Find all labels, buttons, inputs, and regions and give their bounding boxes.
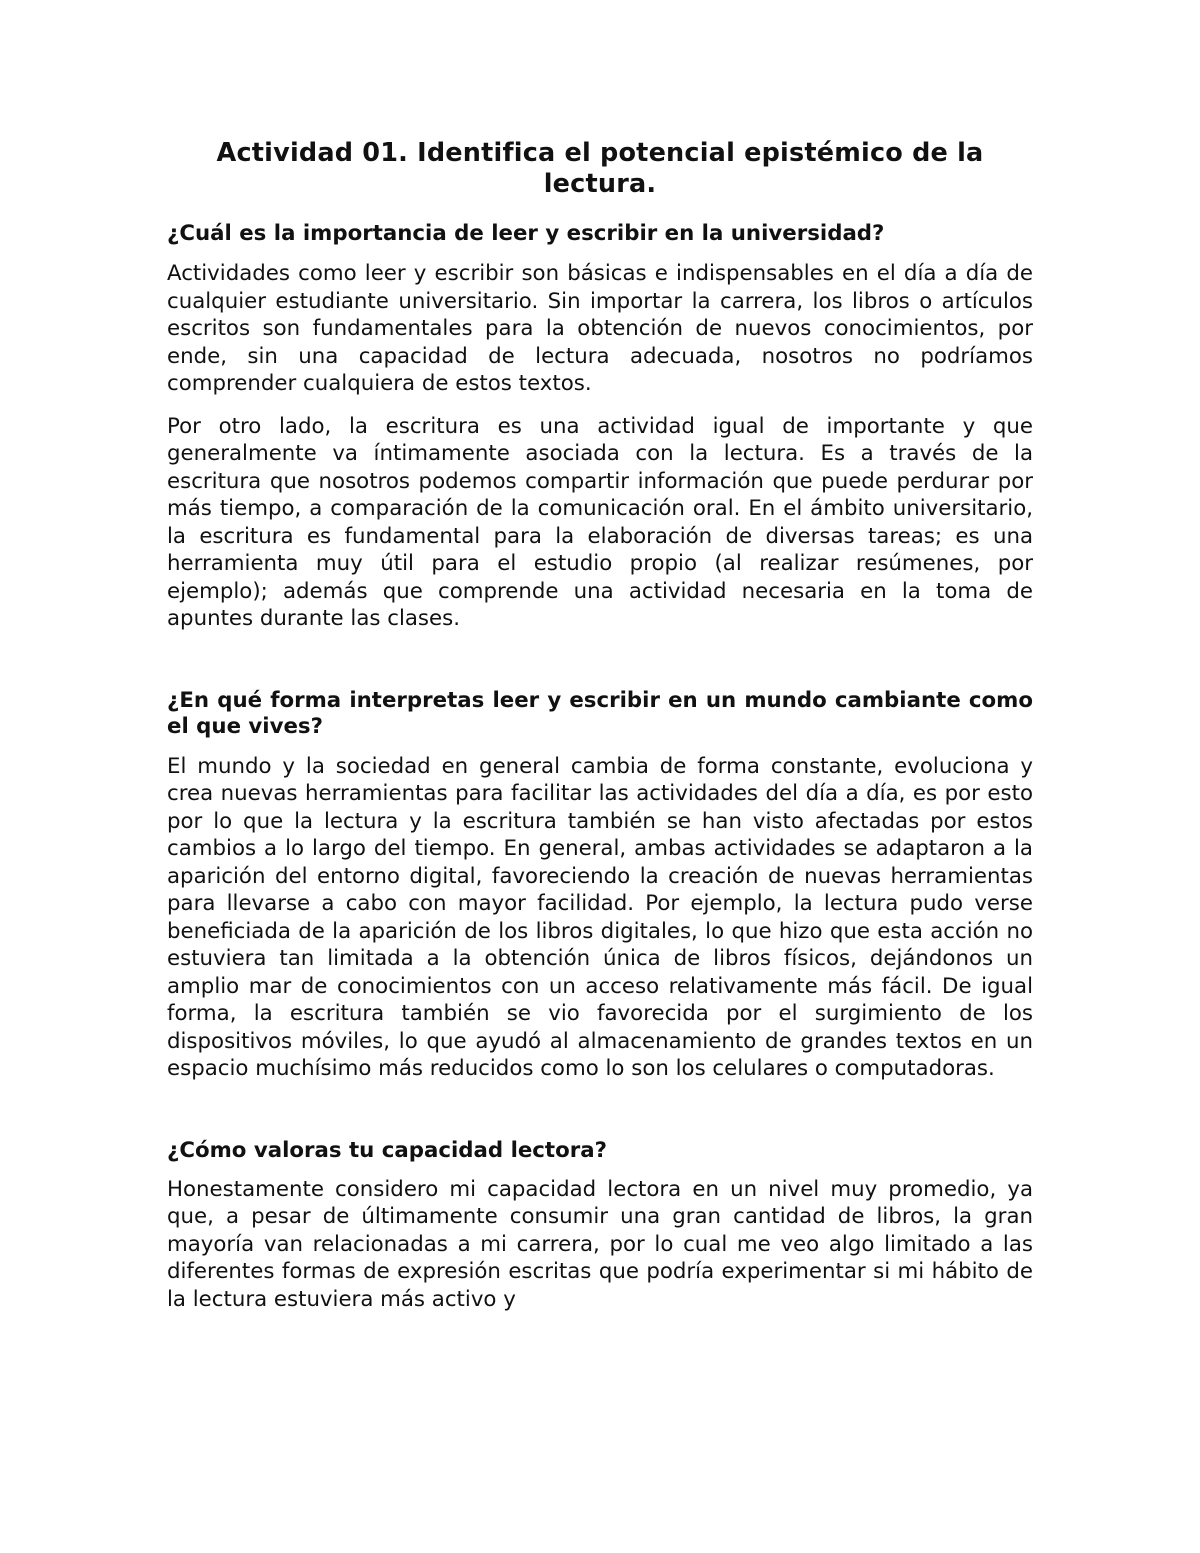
question-heading: ¿Cuál es la importancia de leer y escribir en la universidad? bbox=[167, 221, 885, 246]
document-page bbox=[167, 138, 1033, 1313]
answer-paragraph: Actividades como leer y escribir son básicas e indispensables en el día a día de cualquier estudiante universitario. Sin importar la carrera, los libros o artículos escritos son fundamentales para la obtención de nuevos conocimientos, por ende, sin una capacidad de lectura adecuada, nosotros no podríamos comprender cualquiera de estos textos. bbox=[167, 261, 1033, 396]
section-reading-capacity bbox=[167, 1138, 1033, 1314]
section-importance bbox=[167, 221, 1033, 633]
answer-paragraph: Honestamente considero mi capacidad lectora en un nivel muy promedio, ya que, a pesar de últimamente consumir una gran cantidad de libros, la gran mayoría van relacionadas a mi carrera, por lo cual me veo algo limitado a las diferentes formas de expresión escritas que podría experimentar si mi hábito de la lectura estuviera más activo y bbox=[167, 1176, 1033, 1312]
answer-paragraph: El mundo y la sociedad en general cambia de forma constante, evoluciona y crea nuevas herramientas para facilitar las actividades del día a día, es por esto por lo que la lectura y la escritura también se han visto afectadas por estos cambios a lo largo del tiempo. En general, ambas actividades se adaptaron a la aparición del entorno digital, favoreciendo la creación de nuevas herramientas para llevarse a cabo con mayor facilidad. Por ejemplo, la lectura pudo verse beneficiada de la aparición de los libros digitales, lo que hizo que esta acción no estuviera tan limitada a la obtención única de libros físicos, dejándonos un amplio mar de conocimientos con un acceso relativamente más fácil. De igual forma, la escritura también se vio favorecida por el surgimiento de los dispositivos móviles, lo que ayudó al almacenamiento de grandes textos en un espacio muchísimo más reducidos como lo son los celulares o computadoras. bbox=[167, 753, 1033, 1081]
question-heading: ¿Cómo valoras tu capacidad lectora? bbox=[167, 1137, 607, 1163]
section-changing-world bbox=[167, 688, 1033, 1083]
answer-paragraph: Por otro lado, la escritura es una actividad igual de importante y que generalmente va íntimamente asociada con la lectura. Es a través de la escritura que nosotros podemos compartir información que puede perdurar por más tiempo, a comparación de la comunicación oral. En el ámbito universitario, la escritura es fundamental para la elaboración de diversas tareas; es una herramienta muy útil para el estudio propio (al realizar resúmenes, por ejemplo); además que comprende una actividad necesaria en la toma de apuntes durante las clases. bbox=[167, 413, 1033, 631]
document-title: Actividad 01. Identifica el potencial epistémico de la lectura. bbox=[216, 138, 984, 199]
question-heading: ¿En qué forma interpretas leer y escribir en un mundo cambiante como el que vives? bbox=[167, 687, 1033, 739]
